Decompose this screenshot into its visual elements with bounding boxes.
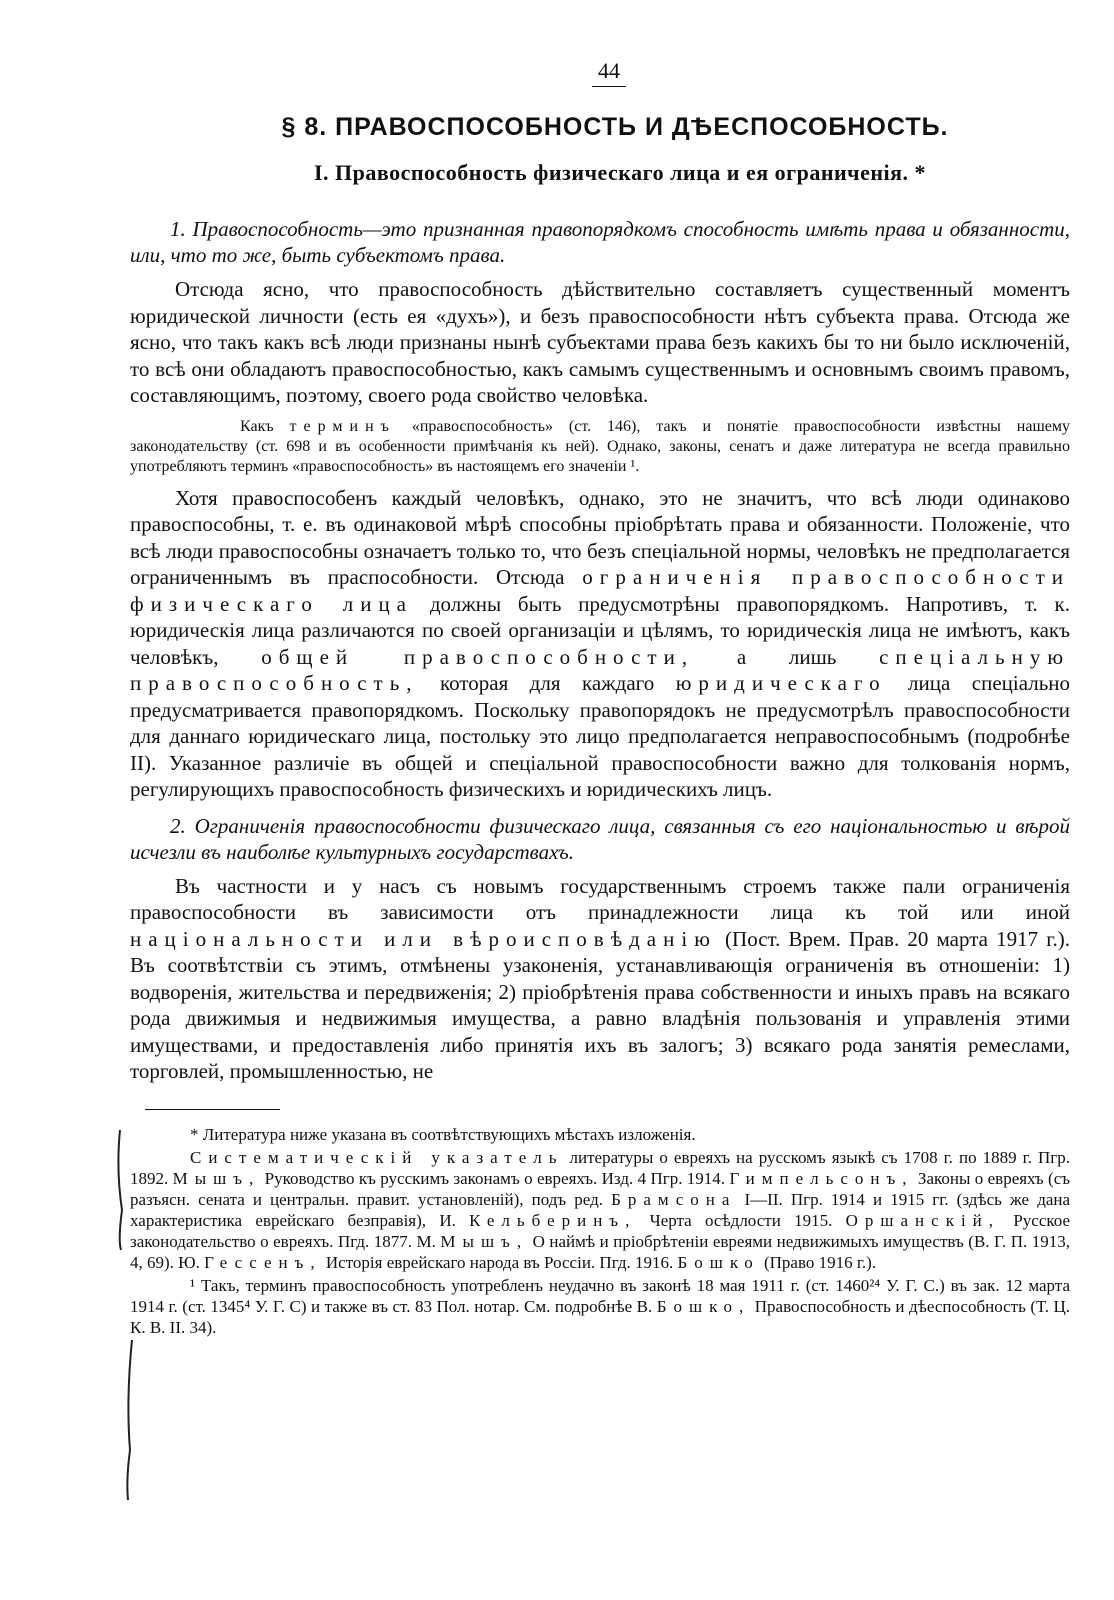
para3-emph-juridical: юридическаго: [675, 671, 887, 695]
subsection-title: I. Правоспособность физическаго лица и ея ограниченія. *: [313, 160, 927, 185]
bib-author-gessen: Гессенъ,: [204, 1252, 322, 1272]
paragraph-nationality-limits: 2. Ограниченія правоспособности физическаго лица, связанныя съ его національностью и вѣрой исчезли въ наиболѣе культурныхъ государствахъ.: [130, 813, 1070, 864]
para3-text-e: лица спеціально предусматривается правопорядкомъ. Поскольку правопорядокъ не предусмотрѣлъ правоспособности для даннаго юридическаго лица, постольку это лицо предполагается неправоспособнымъ (подробнѣе II). Указанное различіе въ общей и спеціальной правоспособности важно для толкованія нормъ, регулирующихъ правоспособность физическихъ и юридическихъ лицъ.: [130, 671, 1071, 801]
footnote-literature: * Литература ниже указана въ соотвѣтствующихъ мѣстахъ изложенія.: [190, 1124, 696, 1144]
section-title: § 8. ПРАВОСПОСОБНОСТЬ И ДѢЕСПОСОБНОСТЬ.: [281, 113, 949, 141]
bib-text-b: Руководство къ русскимъ законамъ о евреяхъ. Изд. 4 Пгр. 1914.: [264, 1168, 726, 1188]
para5-text-a: Въ частности и у насъ съ новымъ государственнымъ строемъ также пали ограниченія правоспособности въ зависимости отъ принадлежности лица къ той или иной: [130, 873, 1070, 924]
bib-text-g: О наймѣ и пріобрѣтеніи евреями недвижимыхъ имуществъ (В. Г. П. 1913, 4, 69). Ю.: [130, 1231, 1071, 1272]
fn1-text-b: Правоспособность и дѣеспособность (Т. Ц. К. В. II. 34).: [130, 1296, 1070, 1337]
definition-paragraph: 1. Правоспособность—это признанная правопорядкомъ способность имѣть права и обязанности, или, что то же, быть субъектомъ права.: [130, 217, 1070, 267]
bib-author-mysh: Мышъ,: [172, 1168, 261, 1188]
paragraph-juridical-personality: Отсюда ясно, что правоспособность дѣйствительно составляетъ существенный моментъ юридической личности (есть ея «духъ»), и безъ правоспособности нѣтъ субъекта права. Отсюда же ясно, что такъ какъ всѣ люди признаны нынѣ субъектами права безъ какихъ бы то ни было исключеній, то всѣ они обладаютъ правоспособностью, какъ самымъ существеннымъ и основнымъ своимъ правомъ, составляющимъ, поэтому, своего рода свойство человѣка.: [130, 277, 1070, 407]
document-page: [130, 58, 1070, 1338]
fn1-author-boshko: Бошко,: [656, 1296, 751, 1316]
bib-text-h: Исторія еврейскаго народа въ Россіи. Пгд. 1916.: [325, 1252, 674, 1272]
note-term-spaced: терминъ: [289, 417, 396, 435]
bib-author-boshko: Бошко: [677, 1252, 760, 1272]
bib-author-bramson: Брамсона: [611, 1189, 737, 1209]
para3-text-c: а лишь: [736, 644, 837, 669]
bib-text-e: Черта осѣдлости 1915.: [649, 1210, 833, 1230]
para5-emph-nationality: національности или вѣроисповѣданію: [130, 926, 717, 951]
paragraph-equal-capacity: [130, 485, 1070, 803]
footnote-bibliography: [130, 1147, 1070, 1273]
bib-author-orshansky: Оршанскій,: [845, 1210, 1001, 1230]
page-number: 44: [148, 58, 1070, 87]
footnote-one: [130, 1275, 1070, 1338]
para5-text-b: (Пост. Врем. Прав. 20 марта 1917 г.). Въ соотвѣтствіи съ этимъ, отмѣнены узаконенія, устанавливающія ограниченія въ отношеніи: 1) водворенія, жительства и передвиженія; 2) пріобрѣтенія права собственности и иныхъ правъ на всякаго рода движимыя и недвижимыя имущества, а равно владѣнія пользованія и управленія этими имуществами, и предоставленія либо принятія ихъ въ залогъ; 3) всякаго рода занятія ремеслами, торговлей, промышленностью, не: [130, 926, 1070, 1083]
bib-systematic-index: Систематическій указатель: [190, 1147, 564, 1167]
para3-emph-general: общей правоспособности,: [261, 644, 695, 669]
bib-author-gimpelson: Гимпельсонъ,: [729, 1168, 914, 1188]
para3-emph-limits: ограниченія правоспособности физическаго лица: [130, 565, 1070, 616]
fn1-text-a: ¹ Такъ, терминъ правоспособность употребленъ неудачно въ законѣ 18 мая 1911 г. (ст. 1460²⁴ У. Г. С.) въ зак. 12 марта 1914 г. (ст. 1345⁴ У. Г. С) и также въ ст. 83 Пол. нотар. См. подробнѣе В.: [130, 1275, 1070, 1316]
note-start: Какъ: [240, 417, 274, 435]
note-term-usage: [130, 417, 1070, 477]
para3-text-a: Хотя правоспособенъ каждый человѣкъ, однако, это не значитъ, что всѣ люди одинаково правоспособны, т. е. въ одинаковой мѣрѣ способны пріобрѣтать права и обязанности. Положеніе, что всѣ люди правоспособны означаетъ только то, что безъ спеціальной нормы, человѣкъ не предполагается ограниченнымъ въ праспособности. Отсюда: [130, 485, 1070, 589]
bib-text-d: I—II. Пгр. 1914 и 1915 гг. (здѣсь же дана характеристика еврейскаго безправія), И.: [130, 1189, 1071, 1230]
note-rest: «правоспособность» (ст. 146), такъ и понятіе правоспособности извѣстны нашему законодательству (ст. 698 и въ особенности примѣчанія къ ней). Однако, законы, сенатъ и даже литература не всегда правильно употребляютъ терминъ «правоспособность» въ настоящемъ его значеніи ¹.: [130, 417, 1070, 475]
bib-text-c: Законы о евреяхъ (съ разъясн. сената и центральн. правит. установленій), подъ ред.: [130, 1168, 1071, 1209]
para3-emph-special: спеціальную правоспособность,: [130, 644, 1071, 695]
para3-text-b: должны быть предусмотрѣны правопорядкомъ. Напротивъ, т. к. юридическія лица различаются по своей организаціи и цѣлямъ, то юридическія лица не имѣютъ, какъ человѣкъ,: [130, 591, 1071, 669]
margin-bracket-mark: [118, 1130, 122, 1250]
bib-text-f: Русское законодательство о евреяхъ. Пгд. 1877. М.: [130, 1210, 1071, 1251]
bib-text-i: (Право 1916 г.).: [763, 1252, 877, 1272]
bib-author-mysh-2: Мышъ,: [440, 1231, 529, 1251]
bib-author-kelberin: Кельберинъ,: [469, 1210, 637, 1230]
paragraph-new-regime: [130, 873, 1070, 1085]
footnote-divider: [145, 1109, 280, 1110]
margin-bracket-mark-footnote: [127, 1340, 132, 1500]
bib-text-a: литературы о евреяхъ на русскомъ языкѣ съ 1708 г. по 1889 г. Пгр. 1892.: [130, 1147, 1070, 1188]
para3-text-d: которая для каждаго: [439, 671, 655, 695]
